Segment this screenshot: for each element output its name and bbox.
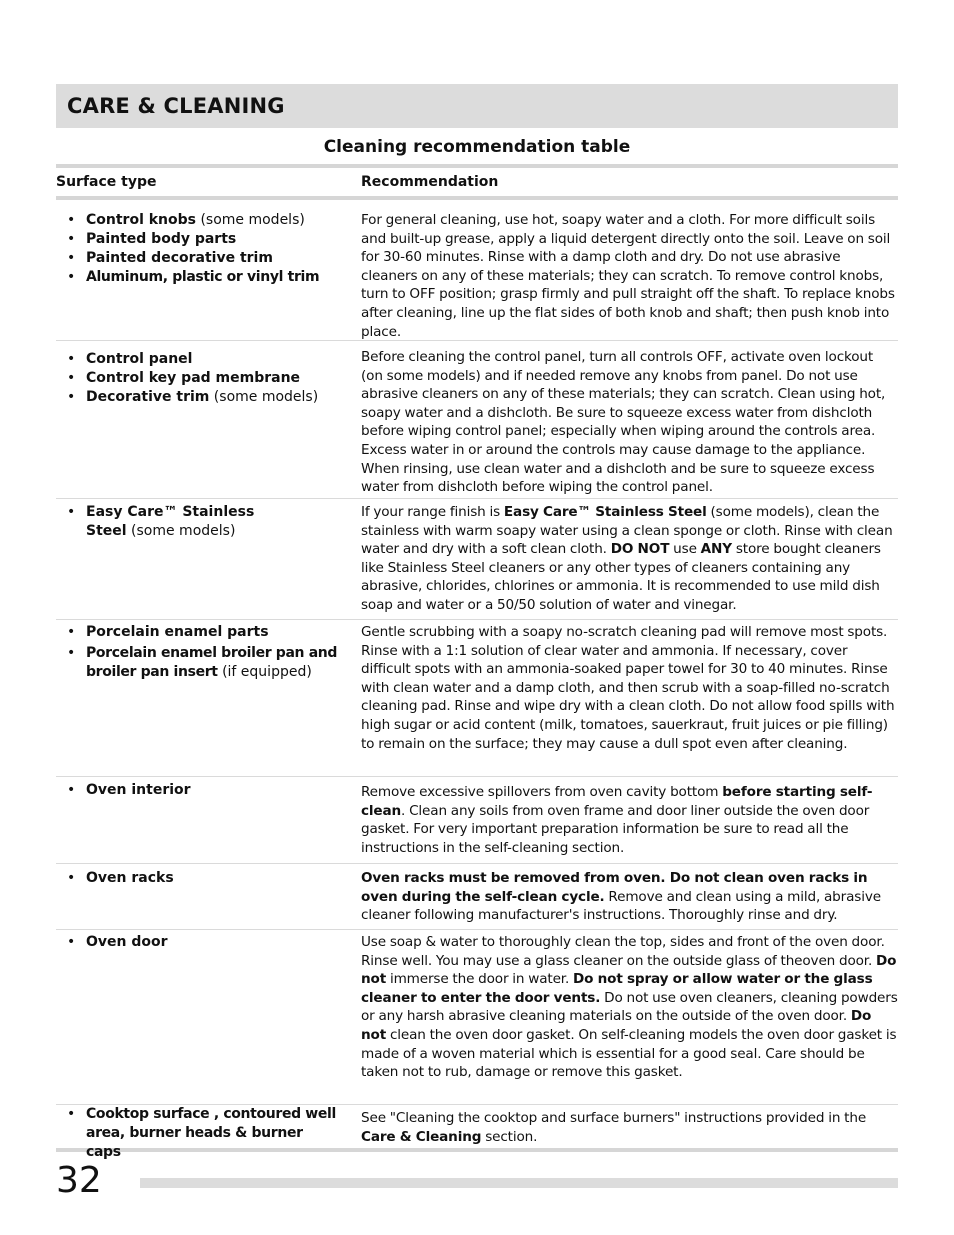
table-title: Cleaning recommendation table — [323, 137, 631, 157]
column-header-surface-type: Surface type — [56, 174, 157, 190]
section-header-bar — [56, 84, 898, 128]
surface-item: • Oven racks — [67, 869, 361, 888]
section-title: CARE & CLEANING — [67, 94, 285, 118]
recommendation-text: For general cleaning, use hot, soapy water and a cloth. For more difficult soils and built-up grease, apply a liquid detergent directly onto the soil. Leave on soil for 30-60 minutes. Rinse with a damp cloth and dry. Do not use abrasive cleaners on any of these materials; they can scratch. To remove control knobs, turn to OFF position; grasp firmly and pull straight off the shaft. To replace knobs after cleaning, line up the flat sides of both knob and shaft; then push knob into place. — [361, 212, 895, 340]
surface-cell — [56, 620, 361, 776]
surface-list — [67, 781, 361, 800]
surface-item: • Aluminum, plastic or vinyl trim — [67, 268, 361, 287]
surface-item: • Oven door — [67, 933, 361, 952]
surface-list — [67, 503, 277, 541]
surface-item: • Decorative trim (some models) — [67, 388, 361, 407]
surface-cell — [56, 930, 361, 1104]
table-row-stainless-steel — [56, 499, 898, 620]
surface-item: • Porcelain enamel parts — [67, 623, 361, 642]
recommendation-text: If your range finish is Easy Care™ Stainless Steel (some models), clean the stainless with warm soapy water using a clean sponge or cloth. Rinse with clean water and dry with a soft clean cloth. DO NOT use ANY store bought cleaners like Stainless Steel cleaners or any other types of cleaners containing any abrasive, chlorides, chlorines or ammonia. It is recommended to use mild dish soap and water or a 50/50 solution of water and vinegar. — [361, 504, 893, 613]
surface-cell — [56, 200, 361, 340]
surface-item: • Painted body parts — [67, 230, 361, 249]
recommendation-text: Use soap & water to thoroughly clean the top, sides and front of the oven door. Rinse well. You may use a glass cleaner on the outside glass of theoven door. Do not immerse the door in water. Do not spray or allow water or the glass cleaner to enter the door vents. Do not use oven cleaners, cleaning powders or any harsh abrasive cleaning materials on the outside of the oven door. Do not clean the oven door gasket. On self-cleaning models the oven door gasket is made of a woven material which is essential for a good seal. Care should be taken not to rub, damage or remove this gasket. — [361, 934, 898, 1081]
surface-list — [67, 350, 361, 407]
footer-bar — [140, 1178, 898, 1188]
table-row-oven-racks — [56, 864, 898, 930]
surface-cell — [56, 777, 361, 863]
surface-item: • Easy Care™ Stainless Steel (some models) — [67, 503, 277, 541]
surface-item: • Control knobs (some models) — [67, 211, 361, 230]
table-row-control-knobs — [56, 200, 898, 341]
recommendation-text: Oven racks must be removed from oven. Do not clean oven racks in oven during the self-clean cycle. Remove and clean using a mild, abrasive cleaner following manufacturer's instructions. Thoroughly rinse and dry. — [361, 870, 881, 924]
surface-list — [67, 933, 361, 952]
surface-cell — [56, 341, 361, 498]
column-header-recommendation: Recommendation — [361, 174, 499, 190]
surface-item: • Control key pad membrane — [67, 369, 361, 388]
surface-item: • Porcelain enamel broiler pan and broiler pan insert (if equipped) — [67, 644, 361, 682]
table-header-row — [56, 168, 898, 200]
surface-item: • Control panel — [67, 350, 361, 369]
surface-list — [67, 623, 361, 682]
table-row-control-panel — [56, 341, 898, 499]
surface-cell — [56, 499, 361, 619]
surface-cell — [56, 1105, 361, 1160]
surface-item: • Oven interior — [67, 781, 361, 800]
table-row-porcelain-enamel — [56, 620, 898, 777]
table-row-cooktop-surface — [56, 1105, 898, 1160]
surface-cell — [56, 864, 361, 929]
surface-item: • Cooktop surface , contoured well area, burner heads & burner caps — [67, 1105, 337, 1162]
recommendation-text: Remove excessive spillovers from oven cavity bottom before starting self-clean. Clean any soils from oven frame and door liner outside the oven door gasket. For very important preparation information be sure to read all the instructions in the self-cleaning section. — [361, 784, 873, 856]
recommendation-text: See "Cleaning the cooktop and surface burners" instructions provided in the Care & Cleaning section. — [361, 1110, 867, 1145]
page-number: 32 — [56, 1160, 102, 1201]
surface-list — [67, 869, 361, 888]
surface-list — [67, 1105, 337, 1162]
table-row-oven-door — [56, 930, 898, 1105]
cleaning-table — [56, 164, 898, 1160]
surface-list — [67, 211, 361, 287]
table-row-oven-interior — [56, 777, 898, 864]
surface-item: • Painted decorative trim — [67, 249, 361, 268]
recommendation-text: Before cleaning the control panel, turn all controls OFF, activate oven lockout (on some models) and if needed remove any knobs from panel. Do not use abrasive cleaners on any of these materials; they can scratch. Clean using hot, soapy water and a dishcloth. Be sure to squeeze excess water from dishcloth before wiping control panel; especially when wiping around the controls area. Excess water in or around the controls may cause damage to the appliance. When rinsing, use clean water and a dishcloth and be sure to squeeze excess water from dishcloth before wiping the control panel. — [361, 349, 886, 496]
recommendation-text: Gentle scrubbing with a soapy no-scratch cleaning pad will remove most spots. Rinse with a 1:1 solution of clear water and ammonia. If necessary, cover difficult spots with an ammonia-soaked paper towel for 30 to 40 minutes. Rinse with clean water and a damp cloth, and then scrub with a soap-filled no-scratch cleaning pad. Rinse and wipe dry with a clean cloth. Do not allow food spills with high sugar or acid content (milk, tomatoes, sauerkraut, fruit juices or pie filling) to remain on the surface; they may cause a dull spot even after cleaning. — [361, 624, 895, 752]
